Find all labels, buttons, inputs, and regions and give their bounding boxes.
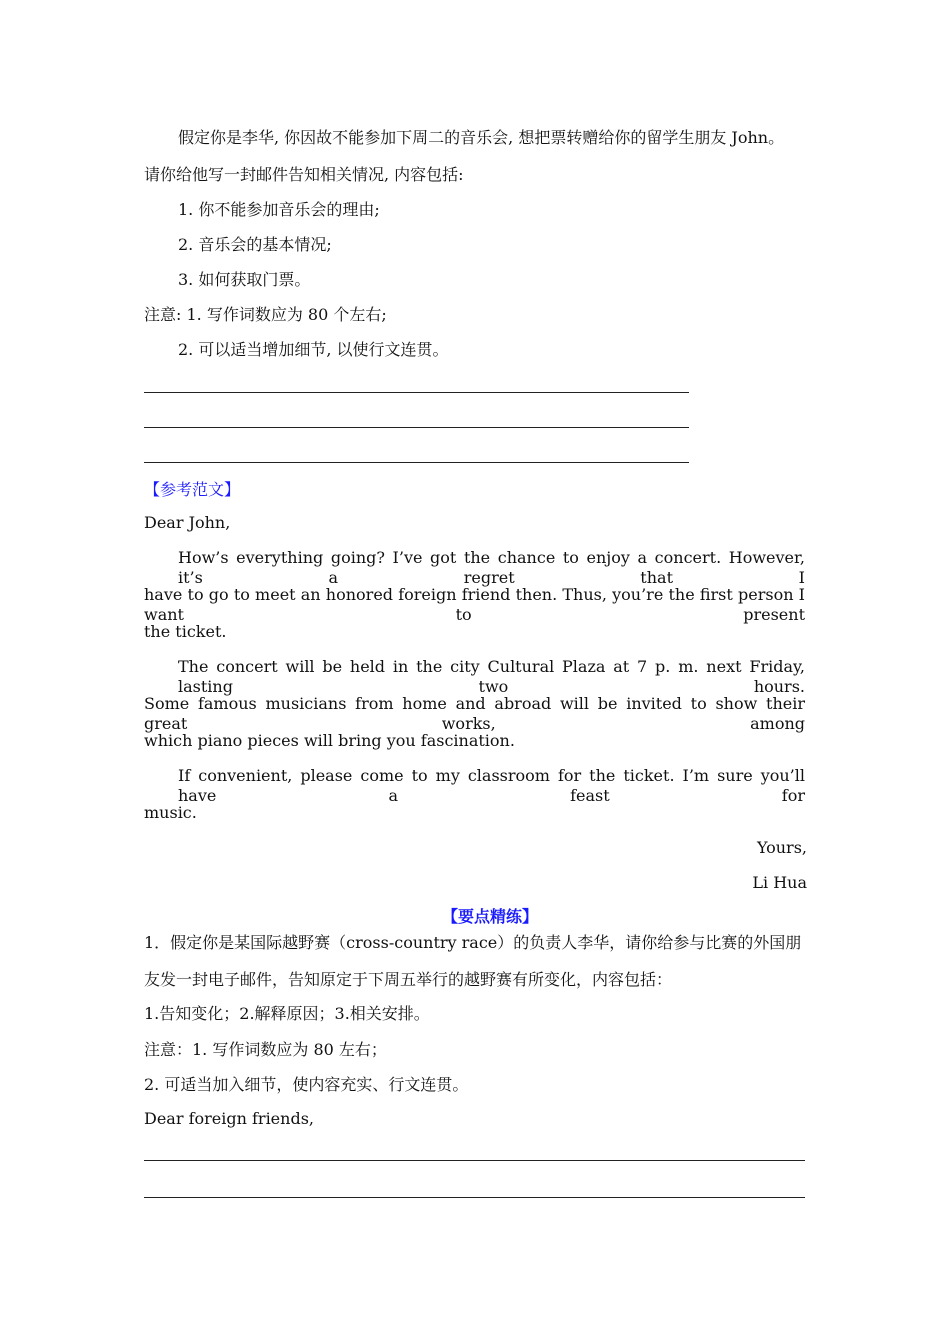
- answer-line: [144, 1197, 805, 1198]
- sample-heading: 【参考范文】: [144, 480, 241, 499]
- task-note-line2: 2. 可以适当增加细节, 以使行文连贯。: [178, 340, 449, 359]
- practice-q1-points: 1.告知变化；2.解释原因；3.相关安排。: [144, 1004, 430, 1023]
- sample-para2-line2: Some famous musicians from home and abroad will be invited to show their great works, among: [144, 694, 805, 733]
- answer-line: [144, 392, 689, 393]
- answer-line: [144, 462, 689, 463]
- practice-q1-note2: 2. 可适当加入细节，使内容充实、行文连贯。: [144, 1075, 469, 1094]
- sample-salutation: Dear John,: [144, 513, 231, 532]
- task-item-2: 2. 音乐会的基本情况;: [178, 235, 332, 254]
- task-intro-line1: 假定你是李华, 你因故不能参加下周二的音乐会, 想把票转赠给你的留学生朋友 John。: [178, 128, 785, 147]
- task-item-1: 1. 你不能参加音乐会的理由;: [178, 200, 380, 219]
- practice-q1-salutation: Dear foreign friends,: [144, 1109, 314, 1128]
- sample-para3-line1: If convenient, please come to my classroom for the ticket. I’m sure you’ll have a feast for: [178, 766, 805, 805]
- practice-heading: 【要点精练】: [441, 907, 538, 926]
- sample-para3-line2: music.: [144, 803, 197, 822]
- sample-para1-line2: have to go to meet an honored foreign friend then. Thus, you’re the first person I want to present: [144, 585, 805, 624]
- practice-q1-line1: 1．假定你是某国际越野赛（cross-country race）的负责人李华，请你给参与比赛的外国朋: [144, 933, 802, 952]
- practice-q1-note1: 注意：1. 写作词数应为 80 左右；: [144, 1040, 387, 1059]
- sample-para1-line1: How’s everything going? I’ve got the chance to enjoy a concert. However, it’s a regret that I: [178, 548, 805, 587]
- sample-para1-line3: the ticket.: [144, 622, 227, 641]
- task-note-line1: 注意: 1. 写作词数应为 80 个左右;: [144, 305, 387, 324]
- sample-para2-line1: The concert will be held in the city Cultural Plaza at 7 p. m. next Friday, lasting two hours.: [178, 657, 805, 696]
- sample-para2-line3: which piano pieces will bring you fascination.: [144, 731, 515, 750]
- answer-line: [144, 1160, 805, 1161]
- sample-signature: Li Hua: [752, 873, 807, 892]
- practice-q1-line2: 友发一封电子邮件，告知原定于下周五举行的越野赛有所变化，内容包括：: [144, 970, 673, 989]
- task-intro-line2: 请你给他写一封邮件告知相关情况, 内容包括:: [144, 165, 464, 184]
- sample-closing: Yours,: [756, 838, 807, 857]
- answer-line: [144, 427, 689, 428]
- task-item-3: 3. 如何获取门票。: [178, 270, 311, 289]
